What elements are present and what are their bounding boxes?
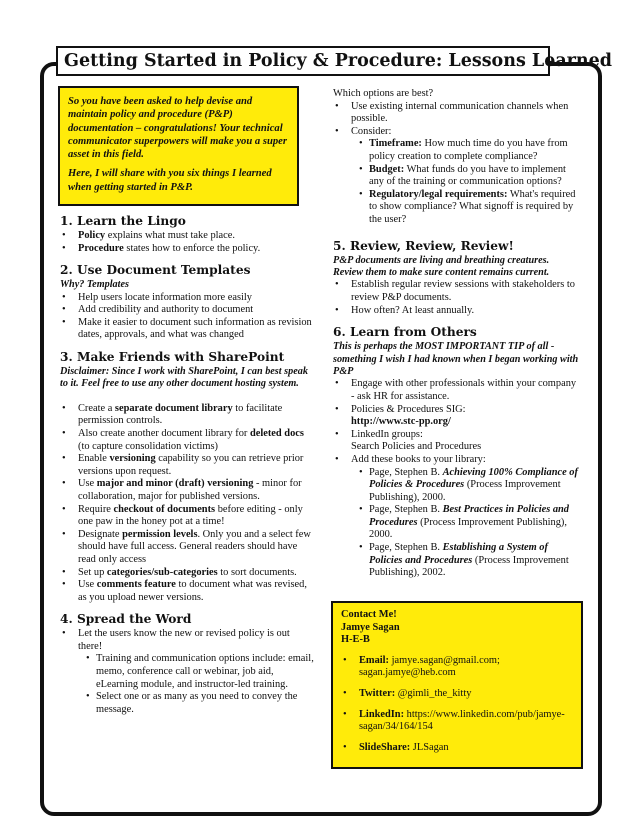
list-item xyxy=(60,243,314,256)
section-subheading: Why? Templates xyxy=(60,279,129,291)
term: checkout of documents xyxy=(113,503,216,515)
list-item xyxy=(60,529,314,567)
term: deleted docs xyxy=(249,427,304,439)
section-learn-others xyxy=(333,325,581,580)
sub-list-item: • Select one or as many as you need to convey the message. xyxy=(86,691,314,716)
list-item xyxy=(333,404,581,429)
contact-value: JLSagan xyxy=(410,741,449,753)
list-item: • Engage with other professionals within your company - ask HR for assistance. xyxy=(333,378,581,403)
book-title: Best Practices in Policies and Procedures xyxy=(369,504,570,528)
term: Timeframe: xyxy=(369,138,422,150)
list-item xyxy=(60,628,314,716)
item-text: Enable xyxy=(78,453,110,465)
section-subheading: P&P documents are living and breathing creatures. Review them to make sure content remains current. xyxy=(333,254,550,278)
list-item xyxy=(60,567,314,580)
item-text: Policies & Procedures SIG: xyxy=(351,403,466,415)
item-text: What funds do you have to implement any of the training or communication options? xyxy=(369,163,566,188)
section-heading: 4. Spread the Word xyxy=(60,612,192,627)
page-title: Getting Started in Policy & Procedure: Lessons Learned xyxy=(56,46,550,76)
item-text: How much time do you have from policy creation to complete compliance? xyxy=(369,138,568,162)
list-item: • How often? At least annually. xyxy=(333,305,581,318)
contact-header xyxy=(341,609,573,647)
term: Procedure xyxy=(78,242,124,254)
list-item xyxy=(60,428,314,453)
item-text: explains what must take place. xyxy=(105,230,235,241)
contact-label: Twitter: xyxy=(359,687,396,699)
item-text: What's required to show compliance? What signoff is required by the user? xyxy=(369,188,576,225)
term: Regulatory/legal requirements: xyxy=(369,188,508,200)
item-text: states how to enforce the policy. xyxy=(123,242,261,254)
section-options xyxy=(333,88,581,227)
contact-linkedin[interactable] xyxy=(341,709,573,734)
section-spread-word xyxy=(60,612,314,716)
book-publisher: (Process Improvement Publishing), 2000. xyxy=(369,479,561,503)
list-item xyxy=(333,454,581,580)
item-text: to sort documents. xyxy=(217,566,297,578)
lead-text: Which options are best? xyxy=(333,88,434,99)
contact-label: SlideShare: xyxy=(359,741,411,753)
sub-list-item xyxy=(359,189,581,227)
item-text: Search Policies and Procedures xyxy=(351,441,482,453)
item-text: Designate xyxy=(78,528,123,540)
book-publisher: (Process Improvement Publishing), 2002. xyxy=(369,554,569,579)
item-text: LinkedIn groups: xyxy=(351,428,423,440)
contact-value: jamye.sagan@gmail.com; sagan.jamye@heb.com xyxy=(359,654,500,679)
term: Budget: xyxy=(369,163,405,175)
book-title: Establishing a System of Policies and Procedures xyxy=(369,542,548,566)
item-text: to facilitate permission controls. xyxy=(78,402,283,427)
intro-paragraph: So you have been asked to help devise and maintain policy and procedure (P&P) documentation – congratulations! Your technical communicator superpowers will make you a super asset in this field. xyxy=(68,96,287,161)
list-item: • Establish regular review sessions with stakeholders to review P&P documents. xyxy=(333,279,581,304)
section-heading: 2. Use Document Templates xyxy=(60,263,251,278)
list-item: • Add credibility and authority to document xyxy=(60,304,314,317)
book-author: Page, Stephen B. xyxy=(369,466,443,478)
item-text: Consider: xyxy=(351,125,392,137)
term: permission levels xyxy=(122,528,198,540)
section-heading: 5. Review, Review, Review! xyxy=(333,238,514,253)
list-item xyxy=(60,579,314,604)
section-sharepoint xyxy=(60,350,314,604)
sig-link[interactable]: http://www.stc-pp.org/ xyxy=(351,416,451,428)
sub-list-item xyxy=(359,164,581,189)
list-item xyxy=(333,126,581,227)
list-item: • Help users locate information more easily xyxy=(60,292,314,305)
section-learn-lingo xyxy=(60,214,314,255)
section-templates xyxy=(60,263,314,342)
list-item xyxy=(60,478,314,503)
book-item xyxy=(359,467,581,505)
intro-callout xyxy=(58,86,299,206)
contact-heading: Contact Me! xyxy=(341,609,397,620)
item-text: Require xyxy=(78,503,114,515)
term: comments feature xyxy=(96,579,176,591)
item-text: Use xyxy=(78,579,97,591)
item-text: capability so you can retrieve prior versions upon request. xyxy=(78,453,304,477)
item-text: Add these books to your library: xyxy=(351,453,486,465)
section-subheading: This is perhaps the MOST IMPORTANT TIP of all - something I wish I had known when I began working with P&P xyxy=(333,341,579,377)
item-text: . Only you and a select few should have full access. General readers should have read only access xyxy=(78,528,311,565)
contact-org: H-E-B xyxy=(341,634,370,646)
contact-label: LinkedIn: xyxy=(359,708,405,720)
list-item xyxy=(60,230,314,243)
contact-slideshare[interactable] xyxy=(341,742,573,755)
list-item xyxy=(60,453,314,478)
book-author: Page, Stephen B. xyxy=(369,542,443,554)
term: versioning xyxy=(109,453,156,465)
contact-value: @gimli_the_kitty xyxy=(395,687,472,699)
section-heading: 1. Learn the Lingo xyxy=(60,214,186,228)
right-column xyxy=(333,88,581,588)
section-heading: 6. Learn from Others xyxy=(333,325,477,340)
contact-email[interactable] xyxy=(341,655,573,680)
contact-label: Email: xyxy=(359,654,390,666)
contact-value: https://www.linkedin.com/pub/jamye-sagan/34/164/154 xyxy=(359,708,565,733)
term: major and minor (draft) versioning xyxy=(96,478,254,490)
section-review xyxy=(333,239,581,318)
section-subheading: Disclaimer: Since I work with SharePoint, I can best speak to it. Feel free to use any other document hosting system. xyxy=(60,365,308,390)
sub-list-item: • Training and communication options include: email, memo, conference call or webinar, job aid, eLearning module, and instructor-led training. xyxy=(86,653,314,691)
list-item: • Make it easier to document such information as revision dates, approvals, and what was changed xyxy=(60,317,314,342)
book-title: Achieving 100% Compliance of Policies & Procedures xyxy=(369,466,578,491)
left-column xyxy=(60,214,314,724)
section-heading: 3. Make Friends with SharePoint xyxy=(60,349,285,364)
book-publisher: (Process Improvement Publishing), 2000. xyxy=(369,516,567,541)
intro-paragraph: Here, I will share with you six things I learned when getting started in P&P. xyxy=(68,168,272,193)
sub-list-item xyxy=(359,138,581,163)
contact-callout xyxy=(331,601,583,769)
term: Policy xyxy=(78,230,106,241)
list-item xyxy=(60,403,314,428)
book-item xyxy=(359,542,581,580)
list-item: • Use existing internal communication channels when possible. xyxy=(333,101,581,126)
item-text: to document what was revised, as you upload newer versions. xyxy=(78,579,307,603)
item-text: Also create another document library for xyxy=(78,427,250,439)
book-item xyxy=(359,504,581,542)
item-text: Create a xyxy=(78,402,115,414)
book-author: Page, Stephen B. xyxy=(369,504,443,516)
contact-name: Jamye Sagan xyxy=(341,621,400,633)
list-item xyxy=(333,429,581,454)
item-text: - minor for collaboration, major for published versions. xyxy=(78,478,302,502)
item-text: Let the users know the new or revised policy is out there! xyxy=(78,628,290,652)
term: categories/sub-categories xyxy=(106,566,218,578)
item-text: (to capture consolidation victims) xyxy=(78,440,218,452)
item-text: Set up xyxy=(78,566,107,578)
list-item xyxy=(60,504,314,529)
item-text: Use xyxy=(78,478,97,490)
contact-twitter[interactable] xyxy=(341,688,573,701)
term: separate document library xyxy=(114,402,233,414)
item-text: before editing - only one paw in the honey pot at a time! xyxy=(78,503,303,528)
